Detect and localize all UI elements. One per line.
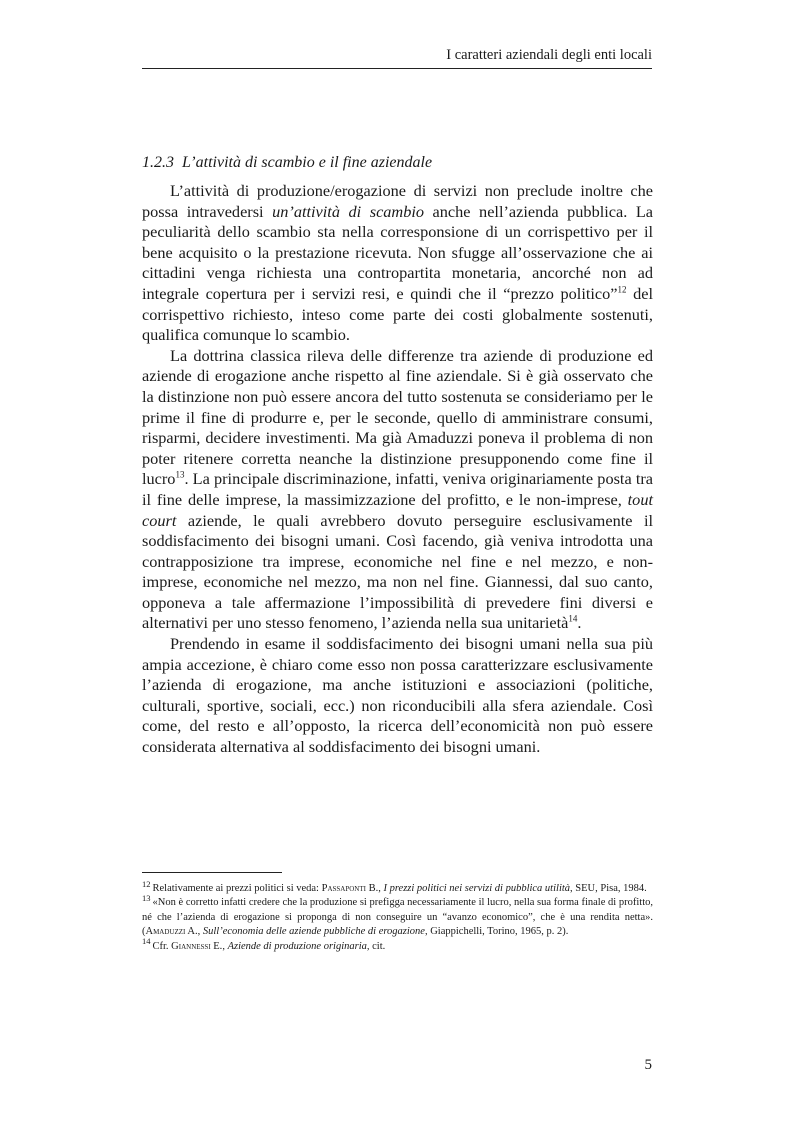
section-title: L’attività di scambio e il fine aziendale <box>182 154 433 171</box>
footnote-12-author: Passaponti B. <box>321 883 379 894</box>
paragraph-1-emphasis: un’attività di scambio <box>272 201 424 221</box>
paragraph-2-part-d: . <box>577 613 582 633</box>
footnote-13-part-c: , Giappichelli, Torino, 1965, p. 2). <box>424 926 569 938</box>
footnote-12-part-c: , SEU, Pisa, 1984. <box>570 883 647 894</box>
footnote-ref-13: 13 <box>175 469 185 480</box>
footnote-13-author: Amaduzzi A. <box>145 926 198 938</box>
footnote-12-title: I prezzi politici nei servizi di pubblica utilità <box>383 883 571 894</box>
footnote-12-part-b: , <box>378 883 384 894</box>
footnote-14-author: Giannessi E. <box>171 940 223 952</box>
footnote-12-part-a: Relativamente ai prezzi politici si veda: <box>152 883 322 894</box>
paragraph-3: Prendendo in esame il soddisfacimento dei bisogni umani nella sua più ampia accezione, è chiaro come esso non possa caratterizzare esclusivamente l’azienda di erogazione, ma anche istituzioni e associazioni (politiche, culturali, sportive, sociali, ecc.) non riconducibili alla sfera aziendale. Così come, del resto e all’opposto, la ricerca dell’economicità non può essere considerata alternativa al soddisfacimento dei bisogni umani. <box>142 634 653 757</box>
footnote-14-part-c: cit. <box>369 940 386 952</box>
paragraph-1-part-c: del corrispettivo richiesto, inteso come parte dei costi globalmente sostenuti, qualifica comunque lo scambio. <box>142 283 653 345</box>
footnote-12-mark: 12 <box>142 878 151 889</box>
section-heading <box>142 153 652 173</box>
footnote-14-mark: 14 <box>142 936 151 947</box>
paragraph-1 <box>142 181 653 346</box>
body-text <box>142 181 653 758</box>
footnote-13-part-a: «Non è corretto infatti credere che la produzione si prefigga necessariamente il lucro, nella sua forma finale di profitto, né che l’azienda di erogazione si proponga di non conseguire un “avanzo economico”, che è una rendita netta». ( <box>142 897 653 938</box>
footnote-13 <box>142 892 653 939</box>
section-number: 1.2.3 <box>142 154 174 171</box>
footnote-12 <box>142 878 653 896</box>
footnote-14 <box>142 936 653 954</box>
paragraph-2 <box>142 346 653 634</box>
paragraph-1-part-a: L’attività di produzione/erogazione di servizi non preclude inoltre che possa intravedersi <box>142 181 653 221</box>
running-header: I caratteri aziendali degli enti locali <box>446 47 652 63</box>
footnote-ref-14: 14 <box>568 614 578 625</box>
page-number: 5 <box>644 1057 652 1073</box>
footnotes <box>142 878 653 954</box>
footnote-13-title: Sull’economia delle aziende pubbliche di erogazione <box>202 926 425 938</box>
paragraph-1-part-b: anche nell’azienda pubblica. La peculiarità dello scambio sta nella corresponsione di un corrispettivo per il bene acquisito o la prestazione ricevuta. Non sfugge all’osservazione che ai cittadini venga richiesta una contropartita monetaria, ancorché non ad integrale copertura per i servizi resi, e quindi che il “prezzo politico” <box>142 201 654 303</box>
footnote-14-title: Aziende di produzione originaria, <box>227 940 370 952</box>
paragraph-2-emphasis: tout court <box>142 489 653 530</box>
footnote-ref-12: 12 <box>617 284 627 295</box>
footnote-14-part-a: Cfr. <box>152 940 172 952</box>
footnote-rule <box>142 872 282 873</box>
paragraph-2-part-b: . La principale discriminazione, infatti, veniva originariamente posta tra il fine delle imprese, la massimizzazione del profitto, e le non-imprese, <box>142 469 653 509</box>
footnote-13-part-b: , <box>197 926 203 938</box>
header-rule <box>142 68 652 69</box>
paragraph-2-part-a: La dottrina classica rileva delle differenze tra aziende di produzione ed aziende di erogazione anche rispetto al fine aziendale. Si è già osservato che la distinzione non può essere ancora del tutto sostenuta se consideriamo per le prime il fine di produrre e, per le seconde, quello di amministrare consumi, risparmi, decidere investimenti. Ma già Amaduzzi poneva il problema di non poter ritenere corretta neanche la distinzione presupponendo come fine il lucro <box>142 345 653 489</box>
footnote-13-mark: 13 <box>142 892 151 903</box>
footnote-14-part-b: , <box>222 940 228 952</box>
paragraph-2-part-c: aziende, le quali avrebbero dovuto perseguire esclusivamente il soddisfacimento dei bisogni umani. Così facendo, già veniva introdotta una contrapposizione tra imprese, economiche nel fine e nel mezzo, e non-imprese, economiche nel mezzo, ma non nel fine. Giannessi, dal suo canto, opponeva a tale affermazione l’impossibilità di prevedere fini diversi e alternativi per uno stesso fenomeno, l’azienda nella sua unitarietà <box>142 510 653 633</box>
